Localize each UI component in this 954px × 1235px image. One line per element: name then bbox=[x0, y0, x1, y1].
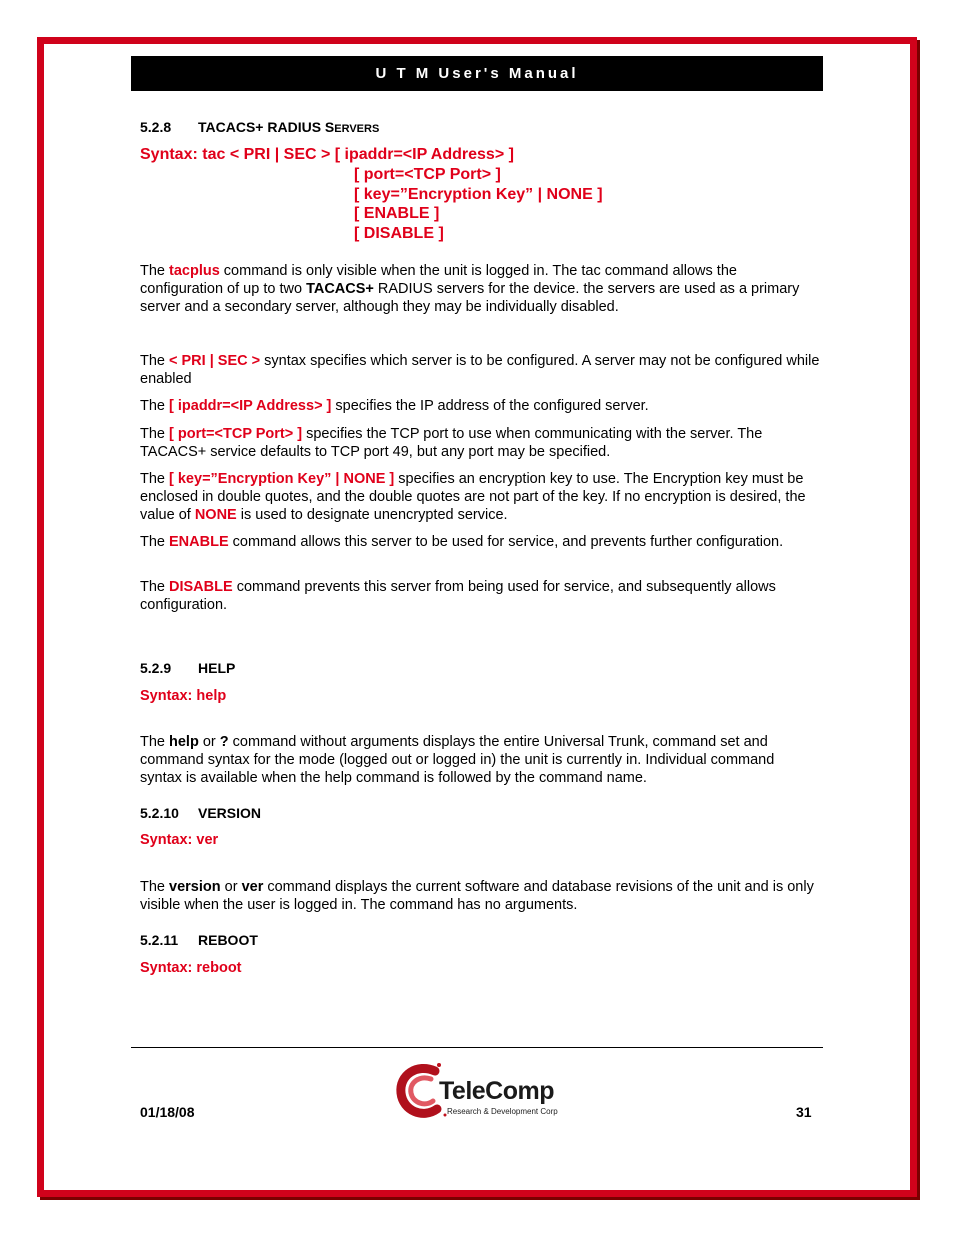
footer-rule bbox=[131, 1047, 823, 1048]
syntax-line-1: Syntax: tac < PRI | SEC > [ ipaddr=<IP Address> ] bbox=[140, 146, 514, 163]
paragraph-tac-intro: The tacplus command is only visible when the unit is logged in. The tac command allows the configuration of up to two TACACS+ RADIUS servers for the device. the servers are used as a primary server and a secondary server, although they may be individually disabled. bbox=[140, 263, 800, 315]
paragraph-port: The [ port=<TCP Port> ] specifies the TCP port to use when communicating with the server. The TACACS+ service defaults to TCP port 49, but any port may be specified. bbox=[140, 426, 763, 460]
section-heading-5-2-9: 5.2.9 HELP bbox=[140, 660, 236, 676]
syntax-line-4: [ ENABLE ] bbox=[354, 205, 440, 222]
logo-name: TeleComp bbox=[439, 1077, 554, 1105]
running-header bbox=[131, 56, 823, 91]
syntax-ver: Syntax: ver bbox=[140, 832, 219, 848]
telecomp-logo bbox=[395, 1053, 580, 1128]
paragraph-help: The help or ? command without arguments displays the entire Universal Trunk, command set and command syntax for the mode (logged out or logged in) the unit is currently in. Individual command syntax is available when the help command is followed by the command name. bbox=[140, 734, 775, 786]
paragraph-pri-sec: The < PRI | SEC > syntax specifies which server is to be configured. A server may not be configured while enabled bbox=[140, 353, 820, 387]
paragraph-key: The [ key=”Encryption Key” | NONE ] specifies an encryption key to use. The Encryption key must be enclosed in double quotes, and the double quotes are not part of the key. If no encryption is desired, the value of NONE is used to designate unencrypted service. bbox=[140, 471, 806, 523]
footer-date: 01/18/08 bbox=[140, 1104, 195, 1120]
syntax-reboot: Syntax: reboot bbox=[140, 960, 242, 976]
section-heading-5-2-11: 5.2.11 REBOOT bbox=[140, 932, 258, 948]
section-heading-5-2-8: 5.2.8 TACACS+ RADIUS SERVERS bbox=[140, 119, 380, 135]
logo-subtitle: Research & Development Corp bbox=[447, 1107, 558, 1116]
paragraph-disable: The DISABLE command prevents this server from being used for service, and subsequently allows configuration. bbox=[140, 579, 776, 613]
syntax-help: Syntax: help bbox=[140, 688, 227, 704]
section-heading-5-2-10: 5.2.10 VERSION bbox=[140, 805, 262, 821]
syntax-line-5: [ DISABLE ] bbox=[354, 225, 444, 242]
syntax-line-3: [ key=”Encryption Key” | NONE ] bbox=[354, 186, 603, 203]
manual-title: U T M User's Manual bbox=[375, 65, 579, 82]
page-number: 31 bbox=[796, 1104, 812, 1120]
page-border bbox=[37, 37, 917, 1197]
paragraph-version: The version or ver command displays the current software and database revisions of the unit and is only visible when the user is logged in. The command has no arguments. bbox=[140, 879, 814, 913]
paragraph-enable: The ENABLE command allows this server to be used for service, and prevents further configuration. bbox=[140, 534, 784, 550]
syntax-line-2: [ port=<TCP Port> ] bbox=[354, 166, 501, 183]
paragraph-ipaddr: The [ ipaddr=<IP Address> ] specifies the IP address of the configured server. bbox=[140, 398, 649, 414]
